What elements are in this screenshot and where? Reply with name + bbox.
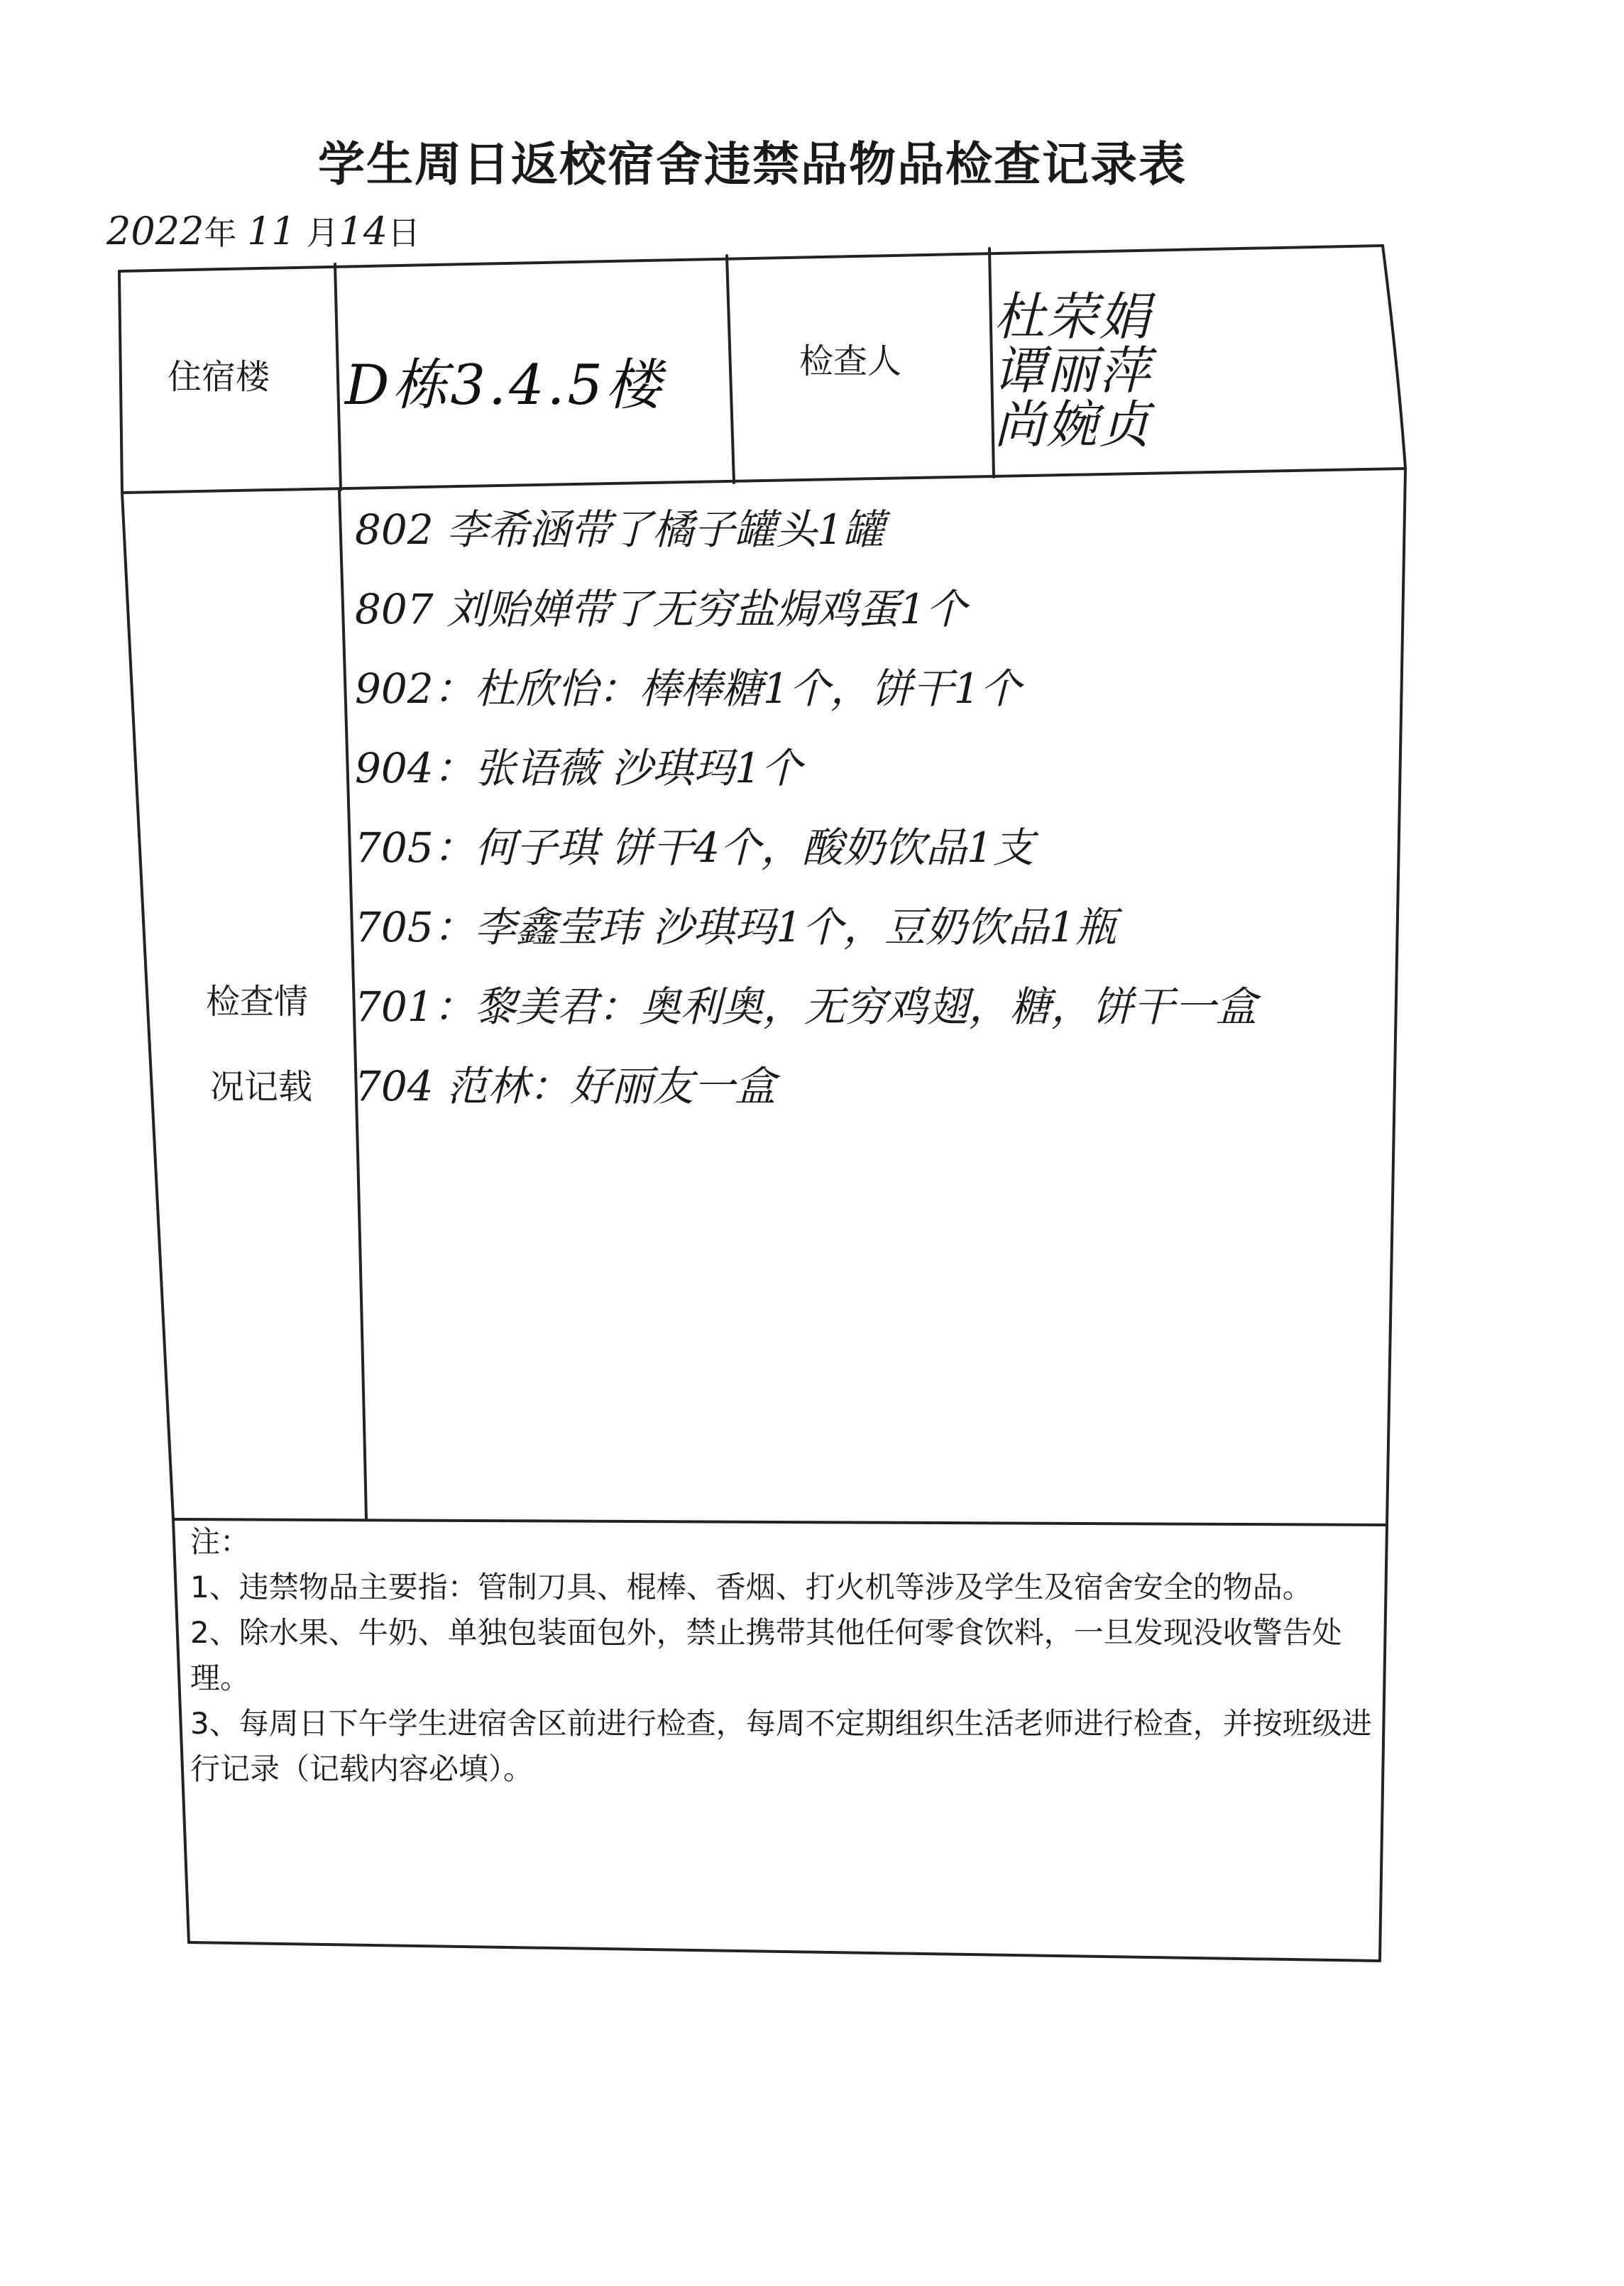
date-year-unit: 年	[204, 214, 237, 252]
record-entry: 701：黎美君：奥利奥，无穷鸡翅，糖，饼干一盒	[355, 983, 1257, 1031]
notes-section	[190, 1519, 1383, 1792]
note-item: 3、每周日下午学生进宿舍区前进行检查，每周不定期组织生活老师进行检查，并按班级进行记录（记载内容必填）。	[190, 1706, 1372, 1786]
note-item: 1、违禁物品主要指：管制刀具、棍棒、香烟、打火机等涉及学生及宿舍安全的物品。	[190, 1570, 1312, 1604]
row-divider-header	[122, 469, 1405, 493]
inspector-name: 谭丽萍	[994, 341, 1152, 400]
record-entry: 904：张语薇 沙琪玛1个	[355, 744, 803, 792]
date-day-unit: 日	[388, 214, 421, 252]
notes-heading: 注：	[190, 1524, 251, 1559]
notes-bottom-border	[189, 1942, 1380, 1961]
record-label-line2: 况记载	[210, 1067, 313, 1107]
form-title: 学生周日返校宿舍违禁品物品检查记录表	[318, 137, 1187, 192]
date-month: 11	[247, 209, 296, 253]
date-month-unit: 月	[306, 214, 339, 252]
building-value: D栋3.4.5楼	[345, 354, 664, 417]
inspection-records	[355, 490, 1363, 1126]
record-entry: 802 李希涵带了橘子罐头1罐	[355, 505, 885, 554]
table-left-border-top	[119, 271, 122, 493]
table-right-border-middle	[1387, 469, 1405, 1525]
inspector-list	[994, 287, 1377, 454]
inspector-name: 尚婉贞	[994, 395, 1152, 454]
record-entry: 705：何子琪 饼干4个，酸奶饮品1支	[355, 824, 1034, 872]
record-label-line1: 检查情	[206, 982, 309, 1022]
divider-building-label	[335, 264, 341, 490]
record-entry: 705：李鑫莹玮 沙琪玛1个，豆奶饮品1瓶	[355, 903, 1116, 951]
table-right-border-top	[1383, 246, 1405, 469]
record-entry: 704 范林：好丽友一盒	[355, 1062, 777, 1110]
record-entry: 902：杜欣怡：棒棒糖1个，饼干1个	[355, 665, 1021, 713]
inspector-label: 检查人	[799, 341, 902, 381]
building-label: 住宿楼	[168, 357, 270, 397]
divider-building-value	[727, 256, 734, 483]
note-item: 2、除水果、牛奶、单独包装面包外，禁止携带其他任何零食饮料，一旦发现没收警告处理。	[190, 1615, 1342, 1695]
date-day: 14	[339, 209, 388, 253]
notes-left-border	[173, 1519, 189, 1942]
table-left-border-middle	[122, 493, 173, 1519]
date-year: 2022	[106, 209, 204, 253]
inspector-name: 杜荣娟	[994, 287, 1152, 346]
record-entry: 807 刘贻婵带了无穷盐焗鸡蛋1个	[355, 585, 967, 633]
table-top-border	[119, 246, 1383, 271]
